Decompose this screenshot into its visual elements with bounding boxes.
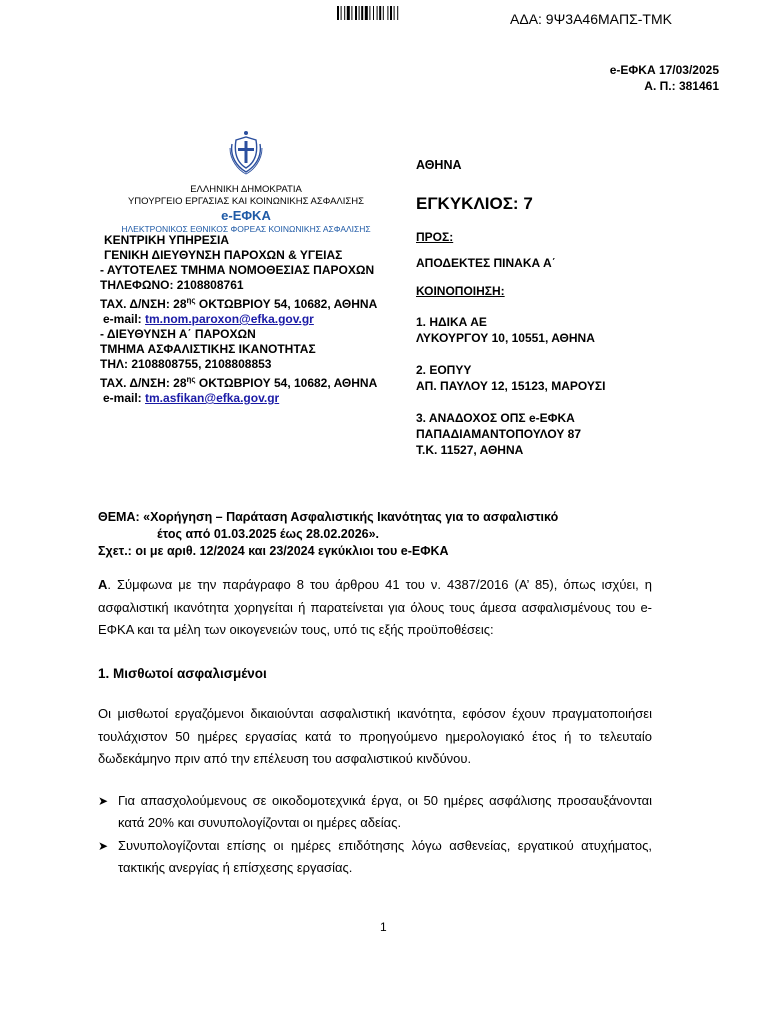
org-brand-subtitle: ΗΛΕΚΤΡΟΝΙΚΟΣ ΕΘΝΙΚΟΣ ΦΟΡΕΑΣ ΚΟΙΝΩΝΙΚΗΣ ΑΣΦΑΛΙΣΗΣ — [121, 224, 371, 234]
barcode-icon — [337, 6, 433, 20]
recipient-address: ΠΑΠΑΔΙΑΜΑΝΤΟΠΟΥΛΟΥ 87 — [416, 427, 582, 441]
address-text: ΤΑΧ. Δ/ΝΣΗ: 28 — [100, 376, 187, 390]
dept-email-row-2 — [100, 391, 377, 406]
recipient-item — [416, 410, 605, 458]
address-text: ΤΑΧ. Δ/ΝΣΗ: 28 — [100, 297, 187, 311]
ada-code: ΑΔΑ: 9Ψ3Α46ΜΑΠΣ-ΤΜΚ — [510, 11, 672, 27]
org-line-republic: ΕΛΛΗΝΙΚΗ ΔΗΜΟΚΡΑΤΙΑ — [190, 184, 302, 195]
list-item-text: Για απασχολούμενους σε οικοδομοτεχνικά έργα, οι 50 ημέρες ασφάλισης προσαυξάνονται κατά 20% και συνυπολογίζονται οι ημέρες αδείας. — [118, 792, 652, 830]
recipients-column — [416, 158, 605, 474]
email-link-asfikan[interactable]: tm.asfikan@efka.gov.gr — [145, 391, 280, 405]
cc-label: ΚΟΙΝΟΠΟΙΗΣΗ: — [416, 284, 505, 298]
dept-directorate-a: - ΔΙΕΥΘΥΝΣΗ Α΄ ΠΑΡΟΧΩΝ — [100, 327, 256, 341]
to-value: ΑΠΟΔΕΚΤΕΣ ΠΙΝΑΚΑ Α΄ — [416, 256, 556, 270]
dept-central-service: ΚΕΝΤΡΙΚΗ ΥΠΗΡΕΣΙΑ — [104, 233, 229, 247]
reference-block — [610, 62, 719, 94]
dept-phone-2: ΤΗΛ: 2108808755, 2108808853 — [100, 357, 272, 371]
list-item — [98, 835, 652, 880]
dept-legislation-unit: - ΑΥΤΟΤΕΛΕΣ ΤΜΗΜΑ ΝΟΜΟΘΕΣΙΑΣ ΠΑΡΟΧΩΝ — [100, 263, 375, 277]
subject-line-continued: έτος από 01.03.2025 έως 28.02.2026». — [157, 527, 380, 541]
paragraph-a-text: . Σύμφωνα με την παράγραφο 8 του άρθρου 41 του ν. 4387/2016 (Α’ 85), όπως ισχύει, η ασφαλιστική ικανότητα χορηγείται ή παρατείνεται για όλους τους άμεσα ασφαλισμένους του e-ΕΦΚΑ και τα μέλη των οικογενειών τους, υπό τις εξής προϋποθέσεις: — [98, 577, 652, 637]
paragraph-a-lead: Α — [98, 577, 108, 592]
address-text: ΟΚΤΩΒΡΙΟΥ 54, 10682, ΑΘΗΝΑ — [195, 376, 378, 390]
recipient-name: 2. ΕΟΠΥΥ — [416, 363, 472, 377]
dept-insurance-capacity-unit: ΤΜΗΜΑ ΑΣΦΑΛΙΣΤΙΚΗΣ ΙΚΑΝΟΤΗΤΑΣ — [100, 342, 316, 356]
recipient-address: ΛΥΚΟΥΡΓΟΥ 10, 10551, ΑΘΗΝΑ — [416, 331, 595, 345]
city: ΑΘΗΝΑ — [416, 158, 462, 172]
recipient-address: ΑΠ. ΠΑΥΛΟΥ 12, 15123, ΜΑΡΟΥΣΙ — [416, 379, 606, 393]
list-item — [98, 790, 652, 835]
arrowhead-bullet-icon: ➤ — [98, 793, 109, 808]
dept-email-row-1 — [100, 312, 377, 327]
recipient-name: 3. ΑΝΑΔΟΧΟΣ ΟΠΣ e-ΕΦΚΑ — [416, 411, 575, 425]
greek-coat-of-arms-icon — [228, 128, 264, 176]
recipient-item — [416, 314, 605, 346]
department-block — [100, 233, 377, 406]
recipient-item — [416, 362, 605, 394]
bullet-list — [98, 790, 652, 880]
reference-date: e-ΕΦΚΑ 17/03/2025 — [609, 63, 719, 77]
related-reference: Σχετ.: οι με αριθ. 12/2024 και 23/2024 εγκύκλιοι του e-ΕΦΚΑ — [98, 544, 449, 558]
paragraph-salaried: Οι μισθωτοί εργαζόμενοι δικαιούνται ασφαλιστική ικανότητα, εφόσον έχουν πραγματοποιήσει τουλάχιστον 50 ημέρες εργασίας κατά το προηγούμενο ημερολογιακό έτος ή το τελευταίο δωδεκάμηνο πριν από την επέλευση του ασφαλιστικού κινδύνου. — [98, 706, 652, 766]
dept-general-directorate: ΓΕΝΙΚΗ ΔΙΕΥΘΥΝΣΗ ΠΑΡΟΧΩΝ & ΥΓΕΙΑΣ — [104, 248, 343, 262]
circular-number: ΕΓΚΥΚΛΙΟΣ: 7 — [416, 194, 533, 213]
page-number: 1 — [380, 920, 387, 934]
email-link-paroxon[interactable]: tm.nom.paroxon@efka.gov.gr — [145, 312, 314, 326]
section-heading-salaried: 1. Μισθωτοί ασφαλισμένοι — [98, 665, 267, 681]
dept-address-1 — [100, 293, 377, 312]
list-item-text: Συνυπολογίζονται επίσης οι ημέρες επιδότησης λόγω ασθενείας, εργατικού ατυχήματος, τακτικής ανεργίας ή επίσχεσης εργασίας. — [118, 837, 652, 875]
address-text: ΟΚΤΩΒΡΙΟΥ 54, 10682, ΑΘΗΝΑ — [195, 297, 378, 311]
email-label: e-mail: — [103, 312, 146, 326]
recipient-postcode: Τ.Κ. 11527, ΑΘΗΝΑ — [416, 443, 524, 457]
org-line-ministry: ΥΠΟΥΡΓΕΙΟ ΕΡΓΑΣΙΑΣ ΚΑΙ ΚΟΙΝΩΝΙΚΗΣ ΑΣΦΑΛΙΣΗΣ — [127, 196, 365, 207]
subject-line: ΘΕΜΑ: «Χορήγηση – Παράταση Ασφαλιστικής Ικανότητας για το ασφαλιστικό — [98, 510, 559, 524]
subject-block — [98, 509, 558, 560]
recipient-name: 1. ΗΔΙΚΑ ΑΕ — [416, 315, 487, 329]
to-label: ΠΡΟΣ: — [416, 230, 454, 244]
org-brand: e-ΕΦΚΑ — [221, 208, 271, 223]
dept-phone-1: ΤΗΛΕΦΩΝΟ: 2108808761 — [100, 278, 244, 292]
protocol-number: Α. Π.: 381461 — [644, 79, 719, 93]
arrowhead-bullet-icon: ➤ — [98, 838, 109, 853]
address-ordinal: ης — [186, 375, 196, 384]
organization-header — [100, 184, 392, 235]
document-body — [98, 574, 652, 880]
address-ordinal: ης — [186, 296, 196, 305]
paragraph-a — [98, 574, 652, 642]
dept-address-2 — [100, 372, 377, 391]
email-label: e-mail: — [103, 391, 146, 405]
